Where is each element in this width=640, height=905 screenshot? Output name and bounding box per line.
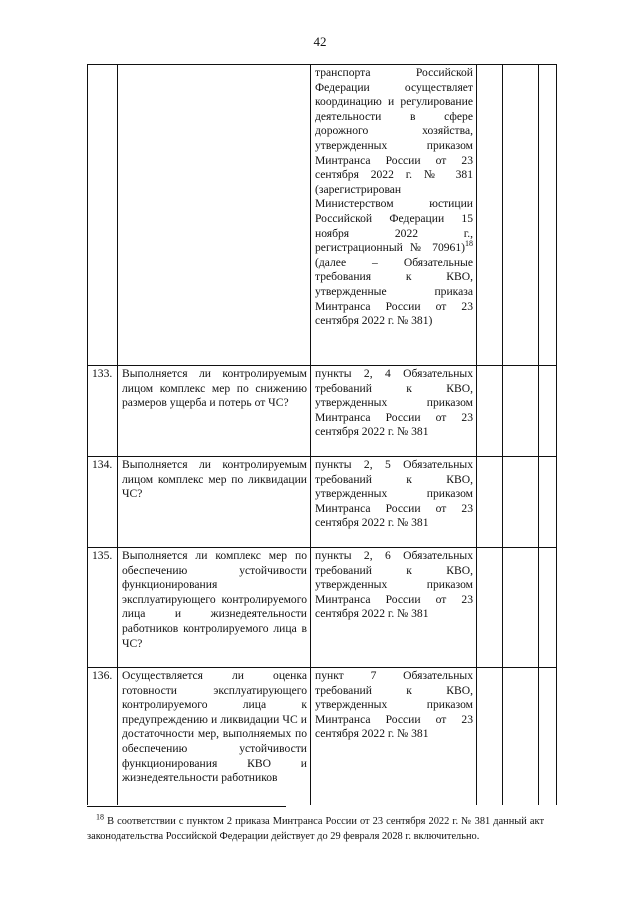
answer-na-cell <box>539 548 557 668</box>
reference-cell <box>311 65 477 366</box>
answer-yes-cell <box>477 548 503 668</box>
question-cell <box>118 65 311 366</box>
reference-cell: пункты 2, 5 Обязательных требований к КВО, утвержденных приказом Минтранса России от 23 сентября 2022 г. № 381 <box>311 457 477 548</box>
answer-yes-cell <box>477 668 503 806</box>
page-number: 42 <box>313 34 327 49</box>
row-number: 135. <box>88 548 118 668</box>
reference-cell: пункты 2, 4 Обязательных требований к КВО, утвержденных приказом Минтранса России от 23 сентября 2022 г. № 381 <box>311 366 477 457</box>
answer-no-cell <box>503 668 539 806</box>
answer-na-cell <box>539 668 557 806</box>
row-number: 136. <box>88 668 118 806</box>
answer-na-cell <box>539 457 557 548</box>
table-row <box>88 668 557 806</box>
footnote-text: В соответствии с пунктом 2 приказа Минтранса России от 23 сентября 2022 г. № 381 данный акт законодательства Российской Федерации действует до 29 февраля 2028 г. включительно. <box>87 816 544 842</box>
table-row <box>88 548 557 668</box>
footnote-marker: 18 <box>96 812 104 822</box>
question-cell: Осуществляется ли оценка готовности эксплуатирующего контролируемого лица к предупреждению и ликвидации ЧС и достаточности мер, выполняемых по обеспечению устойчивости функционирования КВО и жизнедеятельности работников <box>118 668 311 806</box>
footnote-ref: 18 <box>465 239 473 249</box>
answer-yes-cell <box>477 366 503 457</box>
footnote <box>87 814 544 844</box>
reference-cell: пункт 7 Обязательных требований к КВО, утвержденных приказом Минтранса России от 23 сентября 2022 г. № 381 <box>311 668 477 806</box>
reference-cell: пункты 2, 6 Обязательных требований к КВО, утвержденных приказом Минтранса России от 23 сентября 2022 г. № 381 <box>311 548 477 668</box>
question-cell: Выполняется ли контролируемым лицом комплекс мер по ликвидации ЧС? <box>118 457 311 548</box>
answer-no-cell <box>503 366 539 457</box>
row-number: 133. <box>88 366 118 457</box>
answer-yes-cell <box>477 457 503 548</box>
reference-text: транспорта Российской Федерации осуществляет координацию и регулирование деятельности в сфере дорожного хозяйства, утвержденных приказом Минтранса России от 23 сентября 2022 г. № 381 (зарегистрирован Министерством юстиции Российской Федерации 15 ноября 2022 г., регистрационный № 70961) <box>315 66 473 255</box>
question-cell: Выполняется ли комплекс мер по обеспечению устойчивости функционирования эксплуатирующего контролируемого лица и жизнедеятельности работников контролируемого лица в ЧС? <box>118 548 311 668</box>
question-cell: Выполняется ли контролируемым лицом комплекс мер по снижению размеров ущерба и потерь от ЧС? <box>118 366 311 457</box>
table-row <box>88 366 557 457</box>
reference-text-tail: (далее – Обязательные требования к КВО, утвержденные приказа Минтранса России от 23 сентября 2022 г. № 381) <box>315 255 473 328</box>
footnote-divider <box>87 806 286 807</box>
row-number: 134. <box>88 457 118 548</box>
row-number <box>88 65 118 366</box>
answer-na-cell <box>539 65 557 366</box>
table-row <box>88 65 557 366</box>
answer-no-cell <box>503 457 539 548</box>
answer-no-cell <box>503 65 539 366</box>
answer-na-cell <box>539 366 557 457</box>
answer-yes-cell <box>477 65 503 366</box>
table-row <box>88 457 557 548</box>
checklist-table <box>87 64 557 805</box>
answer-no-cell <box>503 548 539 668</box>
